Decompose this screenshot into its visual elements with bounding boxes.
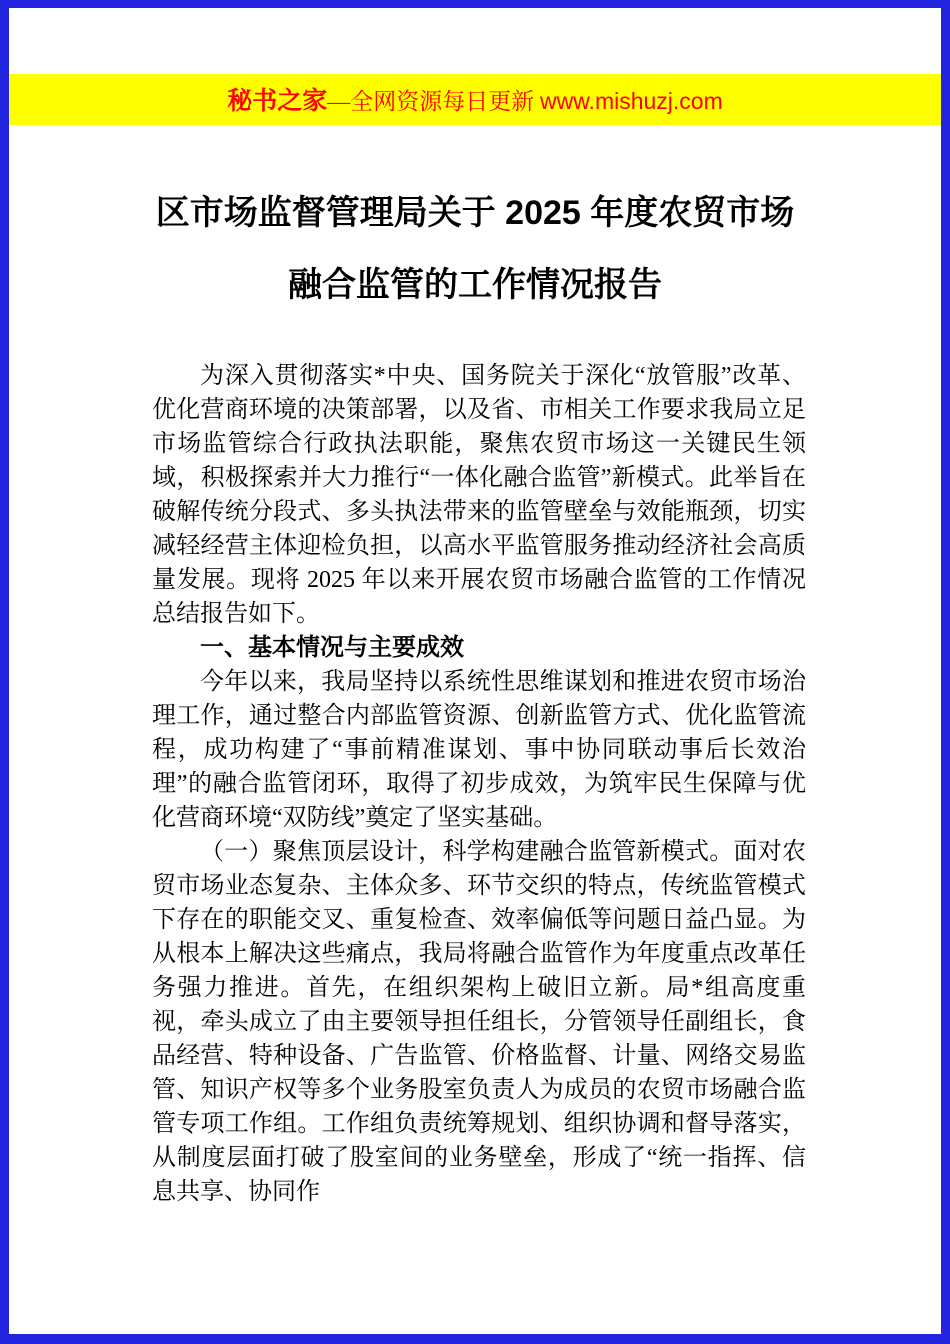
banner-tagline: —全网资源每日更新: [327, 89, 540, 114]
banner-brand: 秘书之家: [227, 88, 328, 115]
document-body: [152, 359, 806, 1209]
section-heading-1: 一、基本情况与主要成效: [200, 635, 464, 661]
document-title: [109, 177, 841, 321]
paragraph-subsection-1: （一）聚焦顶层设计，科学构建融合监管新模式。面对农贸市场业态复杂、主体众多、环节交织的特点，传统监管模式下存在的职能交叉、重复检查、效率偏低等问题日益凸显。为从根本上解决这些痛点，我局将融合监管作为年度重点改革任务强力推进。首先，在组织架构上破旧立新。局*组高度重视，牵头成立了由主要领导担任组长，分管领导任副组长，食品经营、特种设备、广告监管、价格监督、计量、网络交易监管、知识产权等多个业务股室负责人为成员的农贸市场融合监管专项工作组。工作组负责统筹规划、组织协调和督导落实，从制度层面打破了股室间的业务壁垒，形成了“统一指挥、信息共享、协同作: [152, 839, 806, 1205]
site-banner: [9, 74, 941, 125]
document-title-line-2: 融合监管的工作情况报告: [288, 266, 662, 304]
document-page: [9, 8, 941, 1334]
banner-text: [227, 89, 723, 114]
document-title-line-1: 区市场监督管理局关于 2025 年度农贸市场: [155, 194, 795, 232]
banner-site-url: www.mishuzj.com: [540, 88, 723, 114]
paragraph-intro: 为深入贯彻落实*中央、国务院关于深化“放管服”改革、优化营商环境的决策部署，以及省、市相关工作要求我局立足市场监管综合行政执法职能，聚焦农贸市场这一关键民生领域，积极探索并大力推行“一体化融合监管”新模式。此举旨在破解传统分段式、多头执法带来的监管壁垒与效能瓶颈，切实减轻经营主体迎检负担，以高水平监管服务推动经济社会高质量发展。现将 2025 年以来开展农贸市场融合监管的工作情况总结报告如下。: [152, 363, 806, 627]
paragraph-overview: 今年以来，我局坚持以系统性思维谋划和推进农贸市场治理工作，通过整合内部监管资源、创新监管方式、优化监管流程，成功构建了“事前精准谋划、事中协同联动事后长效治理”的融合监管闭环，取得了初步成效，为筑牢民生保障与优化营商环境“双防线”奠定了坚实基础。: [152, 669, 806, 831]
